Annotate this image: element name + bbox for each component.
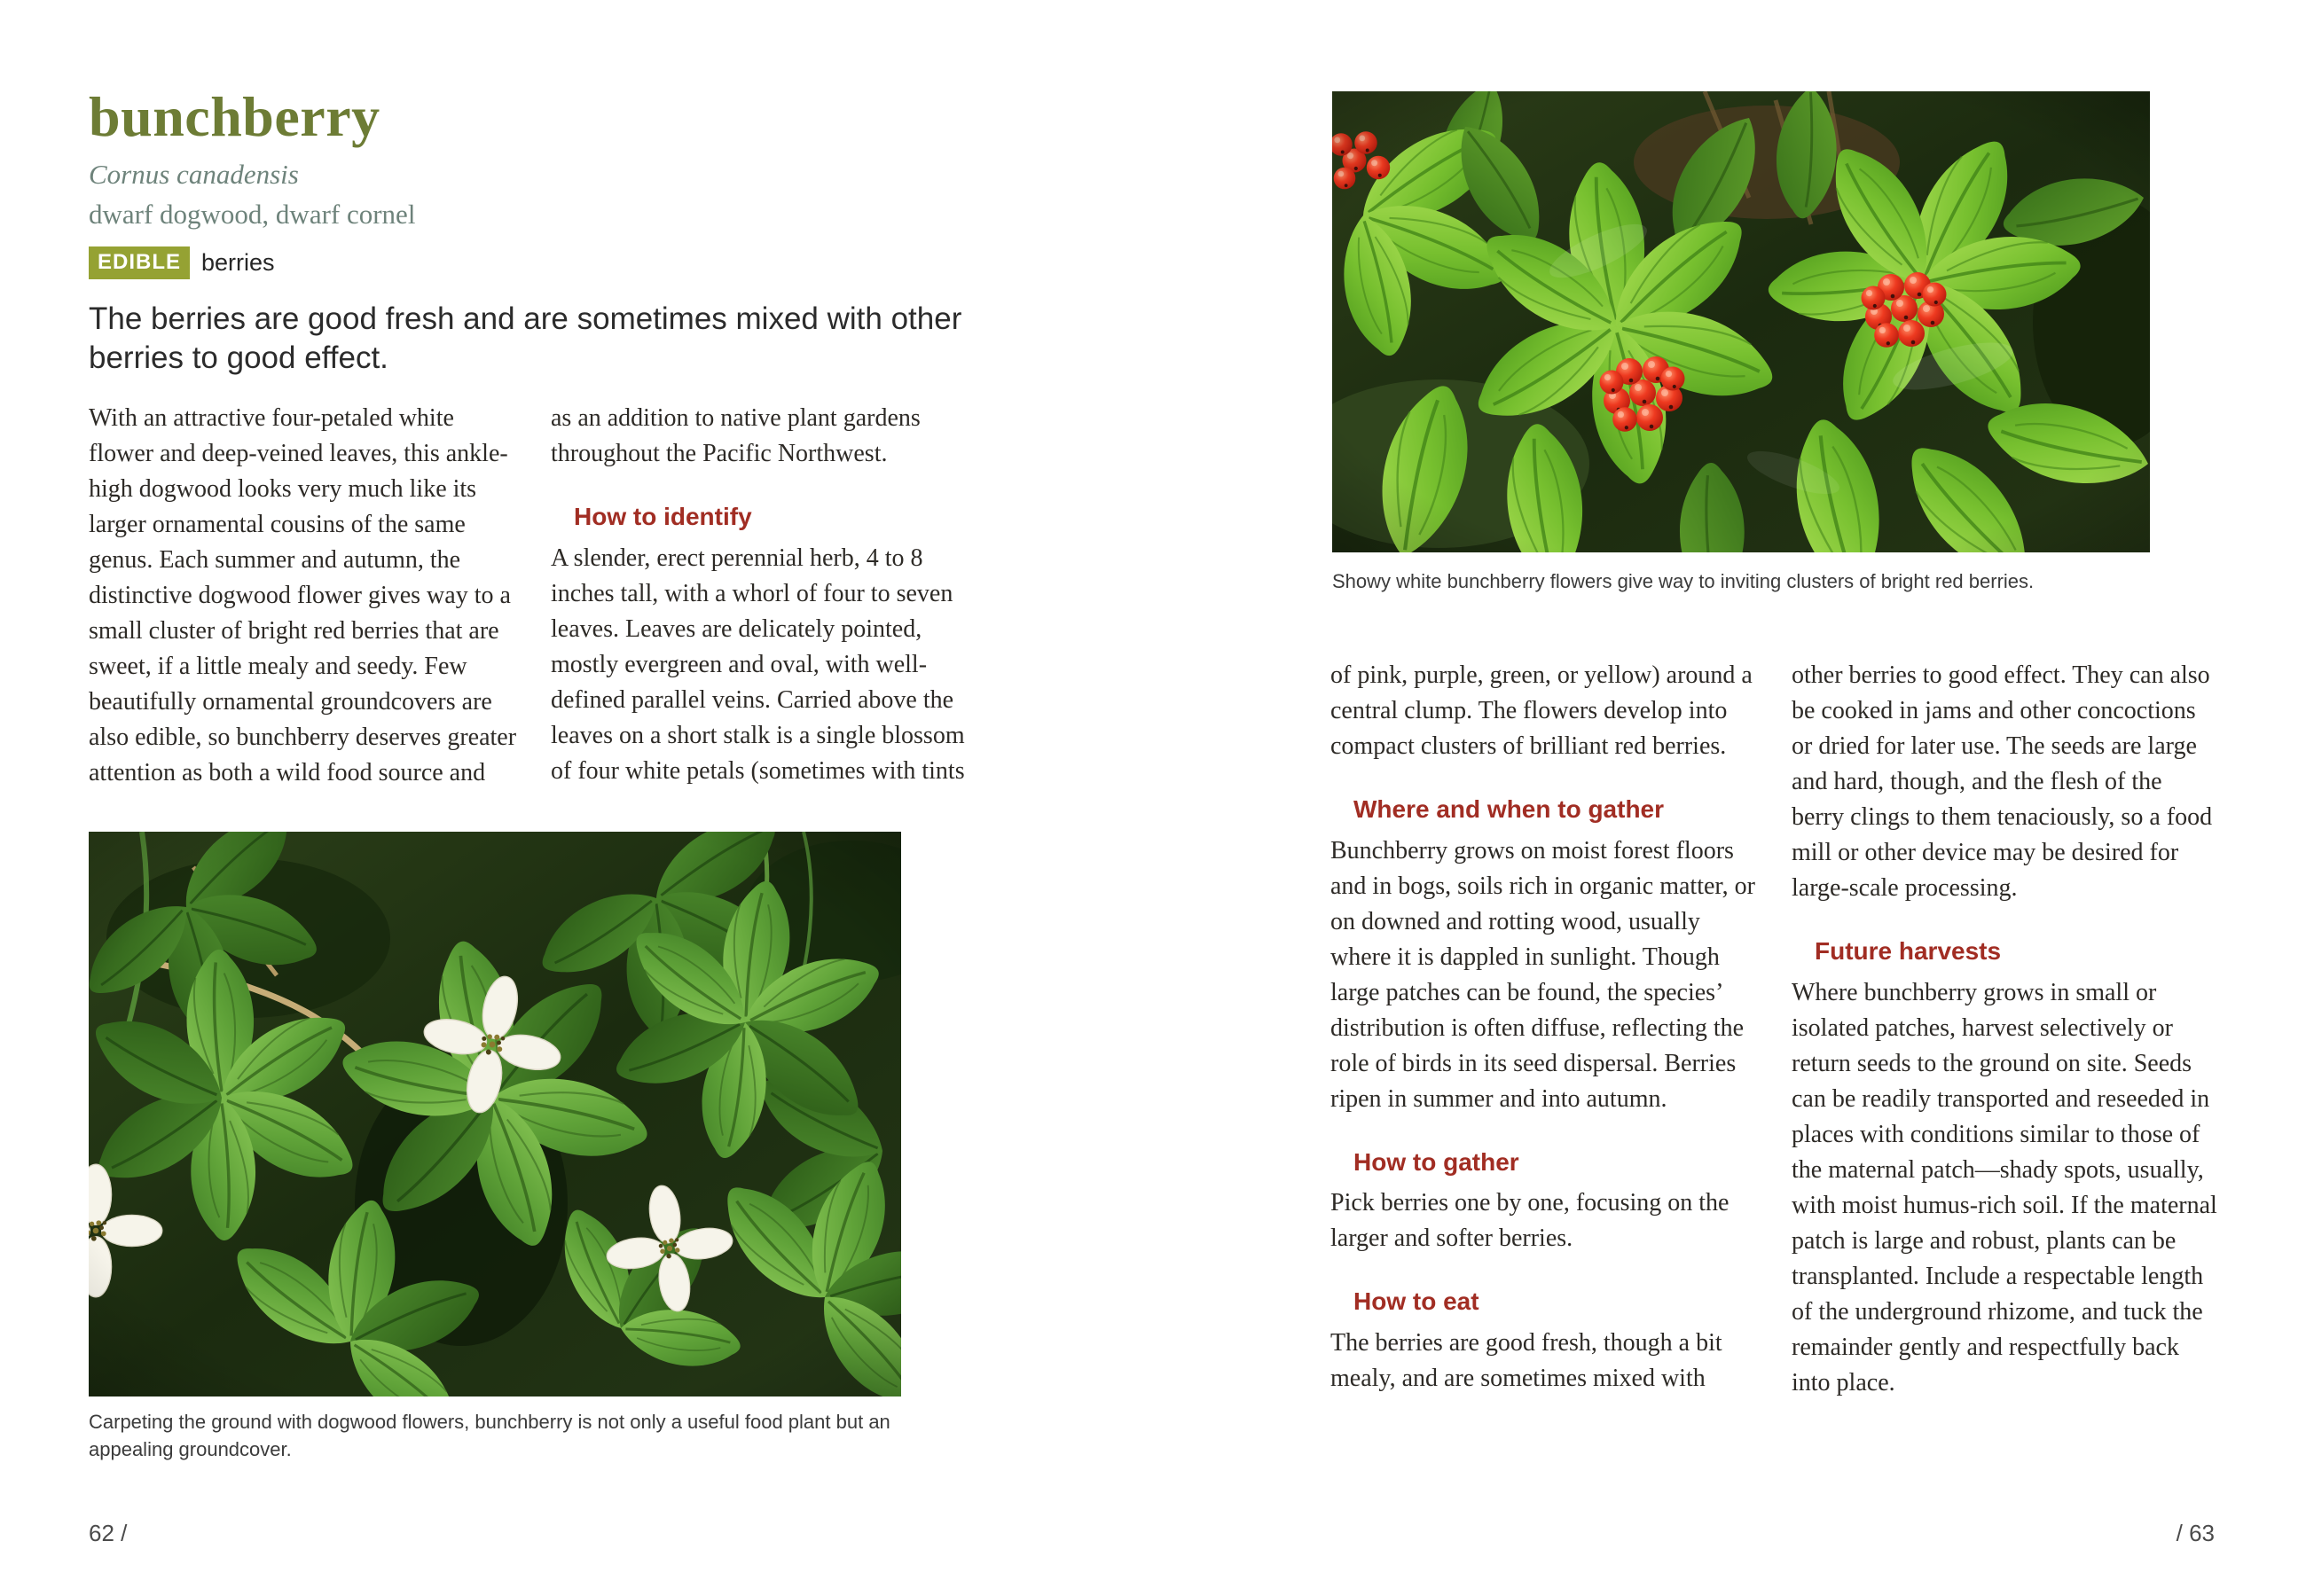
flowers-photo-caption: Carpeting the ground with dogwood flowers, bunchberry is not only a useful food plant but an appealing groundcover. bbox=[89, 1411, 890, 1460]
right-page bbox=[1330, 0, 2217, 1596]
latin-name: Cornus canadensis bbox=[89, 159, 299, 190]
section-body-where-and-when-to-gather: Bunchberry grows on moist forest floors and in bogs, soils rich in organic matter, or on downed and rotting wood, usually where it is dappled in sunlight. Though large patches can be found, the species’ distribution is often diffuse, reflecting the role of birds in its seed dispersal. Berries ripen in summer and into autumn. bbox=[1330, 836, 1755, 1113]
right-column-1 bbox=[1330, 658, 1756, 1401]
how-to-eat-continuation: other berries to good effect. They can also be cooked in jams and other concoctions or dried for later use. The seeds are large and hard, though, and the flesh of the berry clings to them tenaciously, so a food mill or other device may be desired for large-scale processing. bbox=[1792, 661, 2213, 902]
edible-parts: berries bbox=[201, 249, 275, 277]
section-body-future-harvests: Where bunchberry grows in small or isolated patches, harvest selectively or return seeds to the ground on site. Seeds can be readily transported and reseeded in places with conditions similar to those of the maternal patch—shady spots, usually, with moist humus-rich soil. If the maternal patch is large and robust, plants can be transplanted. Include a respectable length of the underground rhizome, and tuck the remainder gently and respectfully back into place. bbox=[1792, 978, 2217, 1396]
section-body-how-to-gather: Pick berries one by one, focusing on the larger and softer berries. bbox=[1330, 1189, 1730, 1253]
page-number-left: 62 / bbox=[89, 1520, 128, 1546]
section-body-how-to-eat: The berries are good fresh, though a bit mealy, and are sometimes mixed with bbox=[1330, 1328, 1722, 1392]
left-column-1 bbox=[89, 401, 518, 791]
intro-paragraph-part-2: as an addition to native plant gardens throughout the Pacific Northwest. bbox=[551, 404, 921, 467]
right-page-columns bbox=[1330, 658, 2217, 1401]
section-heading-how-to-identify: How to identify bbox=[574, 503, 752, 530]
flowers-photo-illustration bbox=[89, 832, 901, 1396]
edibility-row bbox=[89, 246, 415, 279]
common-names: dwarf dogwood, dwarf cornel bbox=[89, 199, 416, 231]
berries-photo-caption: Showy white bunchberry flowers give way to inviting clusters of bright red berries. bbox=[1332, 570, 2035, 592]
left-page-columns bbox=[89, 401, 980, 791]
berries-photo-illustration bbox=[1332, 91, 2150, 552]
section-heading-future-harvests: Future harvests bbox=[1815, 937, 2002, 965]
entry-header bbox=[89, 85, 416, 279]
right-column-2 bbox=[1792, 658, 2217, 1401]
flowers-photo bbox=[89, 832, 901, 1396]
page-number-right: / 63 bbox=[2176, 1520, 2215, 1546]
section-heading-where-and-when-to-gather: Where and when to gather bbox=[1353, 795, 1665, 823]
intro-paragraph-part-1: With an attractive four-petaled white flower and deep-veined leaves, this ankle-high dogwood looks very much like its larger ornamental cousins of the same genus. Each summer and autumn, the distinctive dogwood flower gives way to a small cluster of bright red berries that are sweet, if a little mealy and seedy. Few beautifully ornamental groundcovers are also edible, so bunchberry deserves greater attention as both a wild food source and bbox=[89, 404, 517, 786]
section-heading-how-to-gather: How to gather bbox=[1353, 1147, 1519, 1176]
lead-paragraph: The berries are good fresh and are sometimes mixed with other berries to good effect. bbox=[89, 301, 962, 376]
berries-photo bbox=[1332, 91, 2150, 552]
left-column-2 bbox=[551, 401, 980, 791]
section-body-how-to-identify: A slender, erect perennial herb, 4 to 8 inches tall, with a whorl of four to seven leaves. Leaves are delicately pointed, mostly evergreen and oval, with well-defined parallel veins. Carried above the leaves on a short stalk is a single blossom of four white petals (sometimes with tints bbox=[551, 544, 965, 785]
section-heading-how-to-eat: How to eat bbox=[1353, 1287, 1479, 1316]
page-title: bunchberry bbox=[89, 85, 380, 148]
identify-paragraph-continuation: of pink, purple, green, or yellow) around a central clump. The flowers develop into compact clusters of brilliant red berries. bbox=[1330, 661, 1753, 760]
left-page bbox=[89, 0, 984, 1596]
edible-badge: EDIBLE bbox=[89, 246, 190, 279]
